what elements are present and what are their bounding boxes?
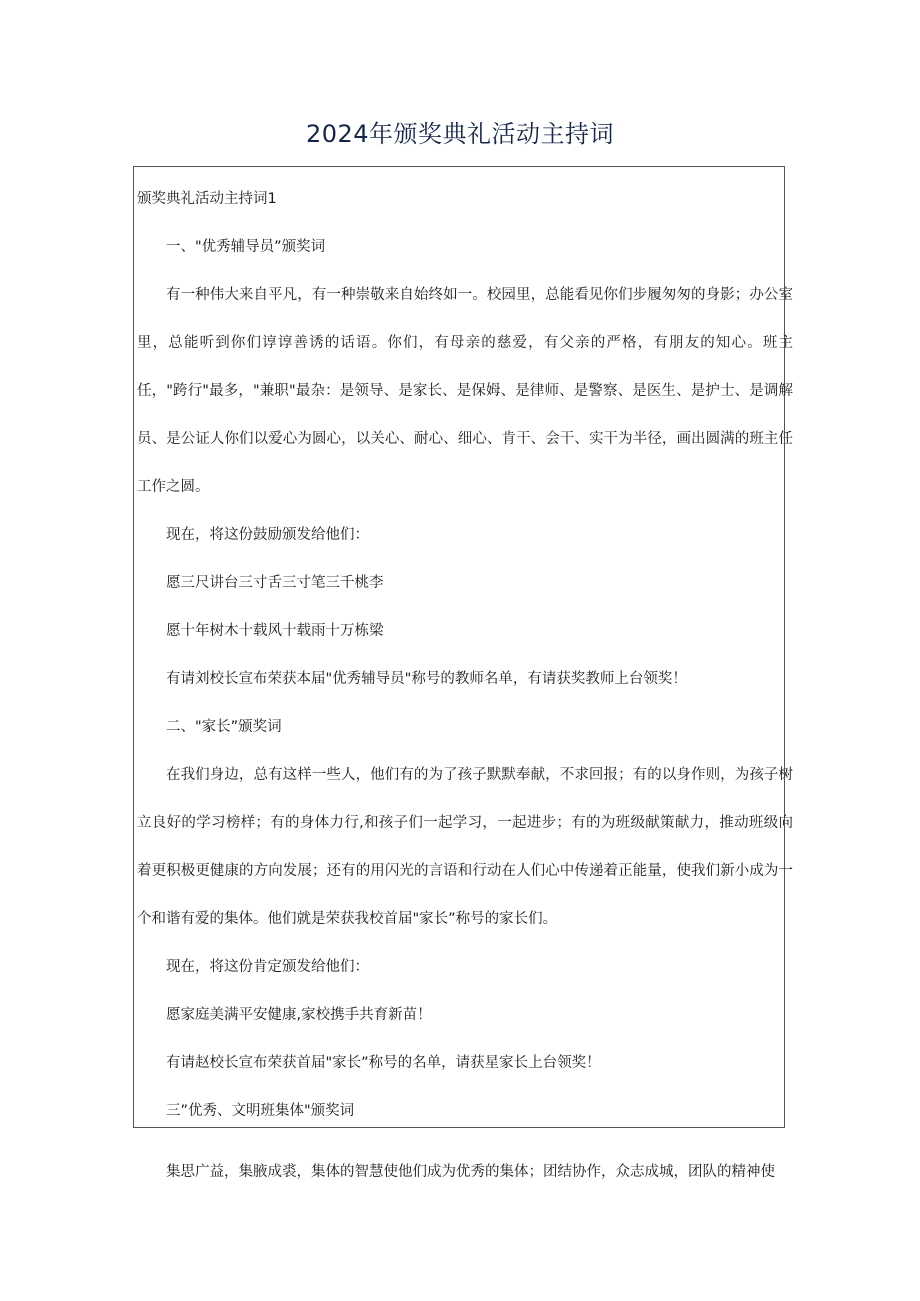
document-title: 2024年颁奖典礼活动主持词: [305, 120, 615, 148]
part2-heading: 二、"家长”颁奖词: [166, 719, 282, 735]
part1-heading: 一、"优秀辅导员”颁奖词: [166, 239, 326, 255]
part3-body: 集思广益，集腋成裘，集体的智慧使他们成为优秀的集体；团结协作，众志成城，团队的精神使: [166, 1164, 775, 1180]
part3-heading: 三”优秀、文明班集体"颁奖词: [166, 1103, 355, 1119]
part1-line2: 愿十年树木十载风十载雨十万栋梁: [166, 623, 384, 639]
part2-intro: 现在，将这份肯定颁发给他们：: [166, 959, 369, 975]
document-continuation: [137, 1148, 793, 1196]
part1-line1: 愿三尺讲台三寸舌三寸笔三千桃李: [166, 575, 384, 591]
part2-wish: 愿家庭美满平安健康,家校携手共育新苗！: [166, 1007, 432, 1023]
part1-intro: 现在，将这份鼓励颁发给他们：: [166, 527, 369, 543]
document-body: [137, 175, 793, 1135]
part1-announce: 有请刘校长宣布荣获本届"优秀辅导员"称号的教师名单，有请获奖教师上台领奖！: [166, 671, 687, 687]
part2-announce: 有请赵校长宣布荣获首届"家长”称号的名单，请获星家长上台领奖！: [166, 1055, 601, 1071]
part2-body: 在我们身边，总有这样一些人，他们有的为了孩子默默奉献，不求回报；有的以身作则，为孩子树立良好的学习榜样；有的身体力行,和孩子们一起学习，一起进步；有的为班级献策献力，推动班级向着更积极更健康的方向发展；还有的用闪光的言语和行动在人们心中传递着正能量，使我们新小成为一个和谐有爱的集体。他们就是荣获我校首届"家长”称号的家长们。: [137, 767, 793, 927]
section-heading: 颁奖典礼活动主持词1: [137, 191, 277, 207]
part1-body: 有一种伟大来自平凡，有一种崇敬来自始终如一。校园里，总能看见你们步履匆匆的身影；办公室里，总能听到你们谆谆善诱的话语。你们，有母亲的慈爱，有父亲的严格，有朋友的知心。班主任，"跨行"最多，"兼职"最杂：是领导、是家长、是保姆、是律师、是警察、是医生、是护士、是调解员、是公证人你们以爱心为圆心，以关心、耐心、细心、肯干、会干、实干为半径，画出圆满的班主任工作之圆。: [137, 287, 793, 495]
